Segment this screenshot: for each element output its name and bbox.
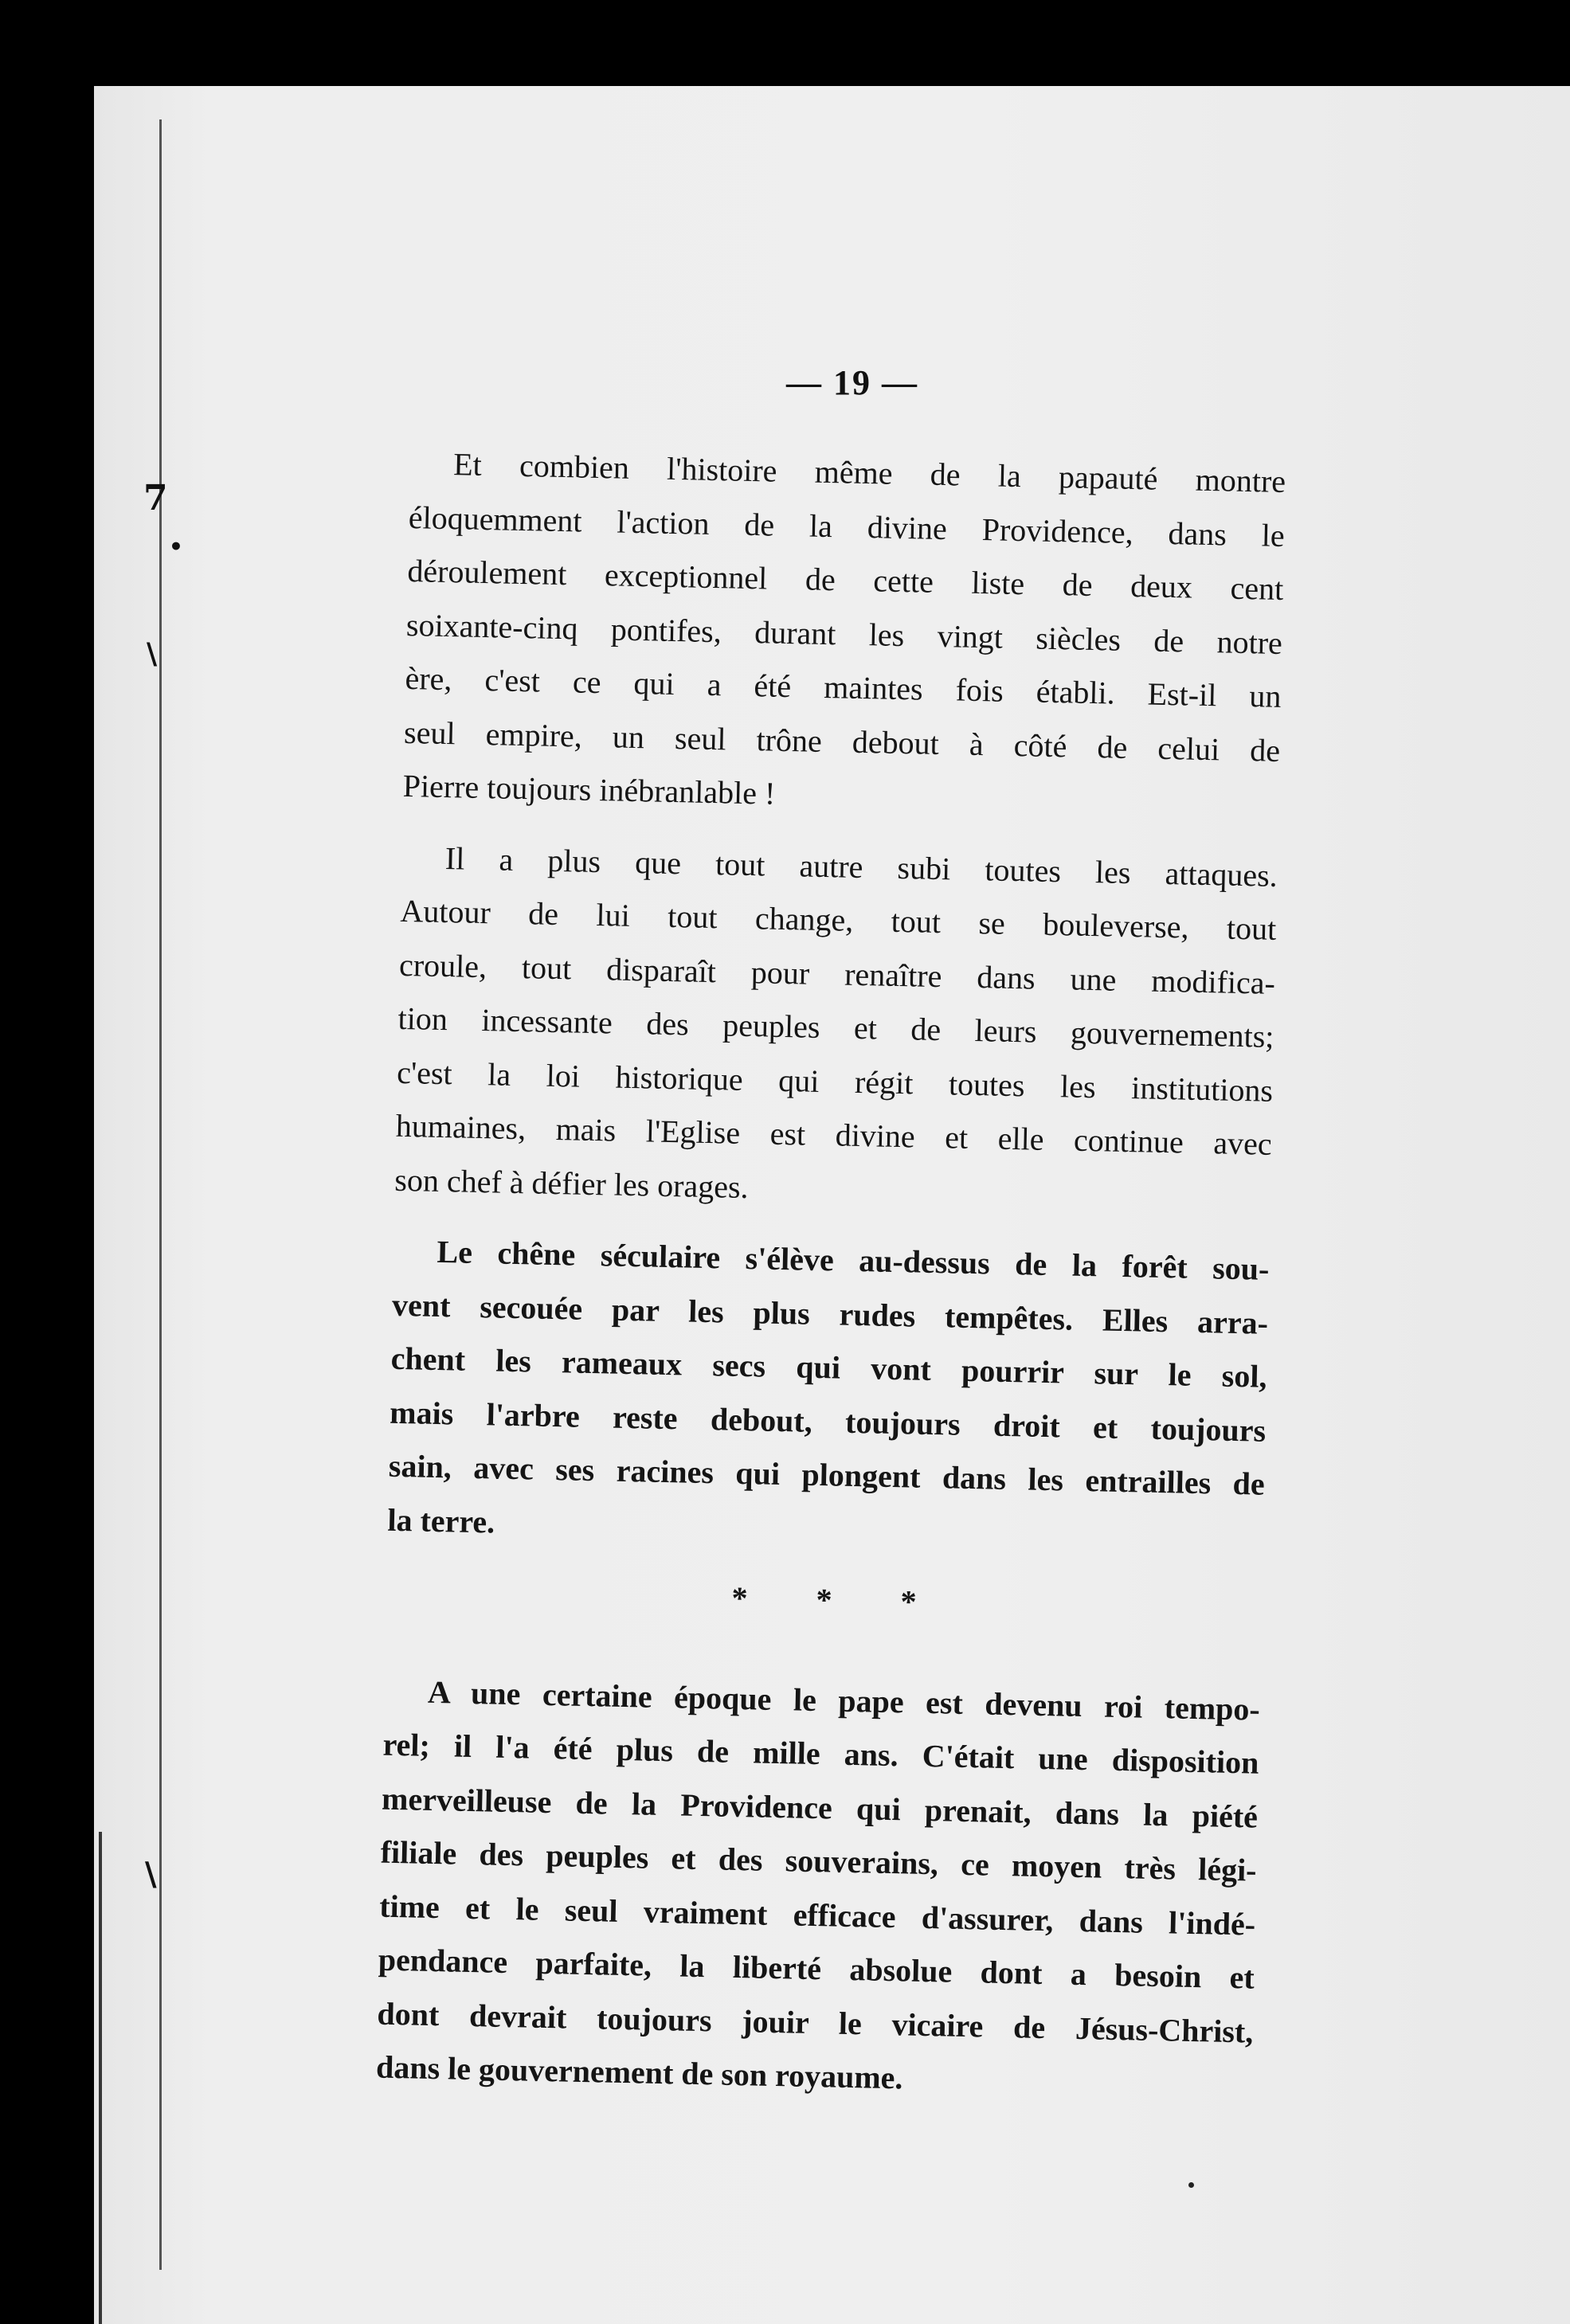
text-line: la terre. xyxy=(387,1501,495,1540)
paragraph-1 xyxy=(402,436,1286,831)
text-line: croule, tout disparaît pour renaître dans une modifica- xyxy=(398,946,1276,1001)
text-line: Il a plus que tout autre subi toutes les attaques. xyxy=(444,839,1278,894)
text-line: chent les rameaux secs qui vont pourrir sur le sol, xyxy=(390,1340,1267,1395)
binding-mark: 7 xyxy=(143,478,168,518)
text-line: seul empire, un seul trône debout à côté de celui de xyxy=(403,714,1281,769)
text-line: son chef à défier les orages. xyxy=(393,1161,750,1205)
text-line: soixante-cinq pontifes, durant les vingt siècles de notre xyxy=(405,606,1283,661)
paragraph-4 xyxy=(375,1664,1260,2112)
binding-mark: \ xyxy=(147,637,158,671)
body-text xyxy=(375,436,1286,2130)
text-line: filiale des peuples et des souverains, ce moyen très légi- xyxy=(380,1833,1258,1888)
paragraph-2 xyxy=(394,830,1278,1224)
text-line: rel; il l'a été plus de mille ans. C'était une disposition xyxy=(382,1726,1259,1781)
paragraph-3 xyxy=(387,1224,1270,1565)
text-line: A une certaine époque le pape est devenu roi tempo- xyxy=(427,1673,1261,1727)
text-line: merveilleuse de la Providence qui prenait, dans la piété xyxy=(381,1780,1259,1835)
text-line: Pierre toujours inébranlable ! xyxy=(402,767,776,812)
text-line: sain, avec ses racines qui plongent dans les entrailles de xyxy=(388,1447,1266,1502)
text-line: pendance parfaite, la liberté absolue dont a besoin et xyxy=(378,1941,1255,1996)
text-line: time et le seul vraiment efficace d'assurer, dans l'indé- xyxy=(378,1888,1256,1943)
text-line: Le chêne séculaire s'élève au-dessus de la forêt sou- xyxy=(437,1233,1270,1287)
page-number: — 19 — xyxy=(786,363,918,402)
ink-speck xyxy=(1188,2182,1194,2188)
binding-edge-shadow xyxy=(99,1832,102,2324)
binding-edge-line xyxy=(159,119,162,2270)
text-line: Autour de lui tout change, tout se bouleverse, tout xyxy=(400,892,1277,947)
text-line: dont devrait toujours jouir le vicaire de Jésus-Christ, xyxy=(377,1995,1254,2050)
text-line: vent secouée par les plus rudes tempêtes. Elles arra- xyxy=(391,1286,1269,1341)
text-line: ère, c'est ce qui a été maintes fois établi. Est-il un xyxy=(405,659,1282,714)
text-line: déroulement exceptionnel de cette liste de deux cent xyxy=(407,552,1284,607)
text-line: humaines, mais l'Eglise est divine et elle continue avec xyxy=(395,1107,1273,1162)
binding-mark: • xyxy=(169,534,183,560)
text-line: tion incessante des peuples et de leurs gouvernements; xyxy=(397,1000,1274,1054)
text-line: dans le gouvernement de son royaume. xyxy=(375,2048,903,2096)
text-line: Et combien l'histoire même de la papauté montre xyxy=(452,446,1286,500)
text-line: c'est la loi historique qui régit toutes les institutions xyxy=(396,1054,1274,1109)
text-line: éloquemment l'action de la divine Providence, dans le xyxy=(408,499,1286,554)
text-line: mais l'arbre reste debout, toujours droit et toujours xyxy=(389,1394,1267,1449)
binding-mark: \ xyxy=(145,1856,157,1893)
section-separator: * * * xyxy=(731,1579,947,1621)
